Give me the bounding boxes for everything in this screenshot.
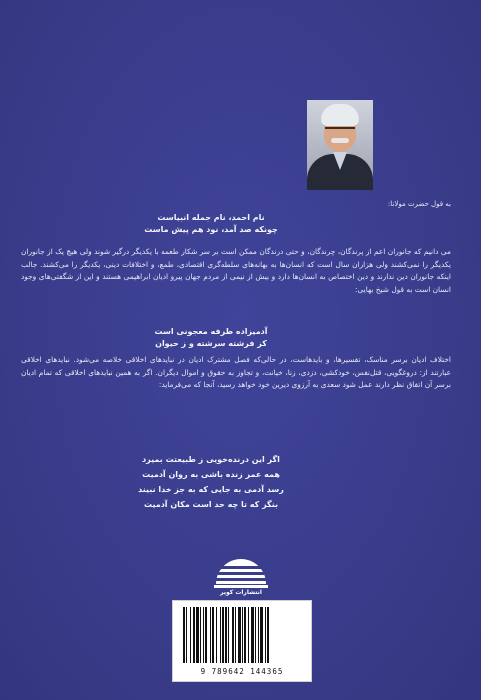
barcode-bar	[238, 607, 241, 663]
barcode-bar	[265, 607, 266, 663]
barcode-bar	[200, 607, 201, 663]
publisher-name: انتشارات کویر	[220, 589, 262, 596]
verse-line: بنگر که تا چه حد است مکان آدمیت	[144, 500, 278, 509]
barcode-bar	[210, 607, 211, 663]
barcode-bar	[228, 607, 229, 663]
barcode-bar	[225, 607, 227, 663]
verse-rumi	[61, 212, 361, 236]
verse-line: اگر این درنده‌خویی ز طبیعتت بمیرد	[142, 455, 280, 464]
verse-sheikh-bahai	[61, 326, 361, 350]
paragraph-religions: اختلاف ادیان برسر مناسک، تفسیرها، و بایدهاست، در حالی‌که فصل مشترک ادیان در نبایدهای اخلاقی خلاصه می‌شود. نبایدهای اخلاقی عبارتند از: دروغگویی، قتل‌نفس، خودکشی، دزدی، زنا، خیانت، و تجاوز به حقوق و اموال دیگران. اگر به همین نبایدهای اخلاقی که تمام ادیان برسر آن اتفاق نظر دارند عمل شود سعدی به آرزوی دیرین خود خواهد رسید، آنجا که می‌فرماید:	[21, 355, 451, 389]
portrait-glasses	[325, 127, 355, 135]
barcode-bar	[260, 607, 263, 663]
barcode-bar	[193, 607, 195, 663]
barcode-bar	[251, 607, 254, 663]
intro-line: به قول حضرت مولانا:	[387, 200, 451, 208]
barcode-bar	[242, 607, 243, 663]
barcode-bar	[205, 607, 207, 663]
barcode-bar	[190, 607, 191, 663]
verse-line: رسد آدمی به جایی که به جز خدا نبیند	[138, 485, 284, 494]
verse-line: نام احمد، نام جمله انبیاست	[157, 213, 265, 222]
barcode-bar	[248, 607, 249, 663]
isbn-barcode	[172, 600, 312, 682]
verse-line: همه عمر زنده باشی به روان آدمیت	[142, 470, 280, 479]
barcode-bar	[216, 607, 217, 663]
barcode-bar	[267, 607, 269, 663]
barcode-bar	[222, 607, 224, 663]
barcode-bars	[181, 607, 303, 665]
barcode-bar	[258, 607, 259, 663]
barcode-bar	[183, 607, 185, 663]
isbn-number: 9 789642 144365	[200, 667, 284, 676]
barcode-bar	[203, 607, 204, 663]
barcode-bar	[232, 607, 234, 663]
verse-saadi	[61, 452, 361, 512]
barcode-bar	[196, 607, 199, 663]
barcode-bar	[220, 607, 221, 663]
portrait-hair	[321, 104, 359, 126]
verse-line: آدمیزاده طرفه معجونی است	[154, 327, 268, 336]
paragraph-animals: می دانیم که جانوران اعم از پرندگان، چرندگان، و حتی درندگان ممکن است بر سر شکار طعمه با یکدیگر درگیر شوند ولی هیچ یک از جانوران یکدیگر را نمی‌کشند ولی هزاران سال است که انسان‌ها به بهانه‌های سلطه‌گری اقتصادی، طمع، و اختلافات دینی، یکدیگر را می‌کشند. جالب اینکه جانوران دین ندارند و دین اختصاص به انسان‌ها دارد و بیش از نیمی از مردم جهان پیرو ادیان ابراهیمی هستند و این از شگفتی‌های وجود انسان است به قول شیخ بهایی:	[21, 247, 451, 294]
portrait-mustache	[331, 138, 349, 143]
barcode-bar	[255, 607, 256, 663]
publisher-logo-icon	[210, 544, 272, 590]
barcode-bar	[235, 607, 236, 663]
barcode-bar	[186, 607, 187, 663]
author-portrait	[307, 100, 373, 190]
barcode-bar	[244, 607, 246, 663]
barcode-bar	[212, 607, 214, 663]
verse-line: چونکه صد آمد، نود هم پیش ماست	[144, 225, 278, 234]
verse-line: کز فرشته سرشته و ز حیوان	[155, 339, 267, 348]
